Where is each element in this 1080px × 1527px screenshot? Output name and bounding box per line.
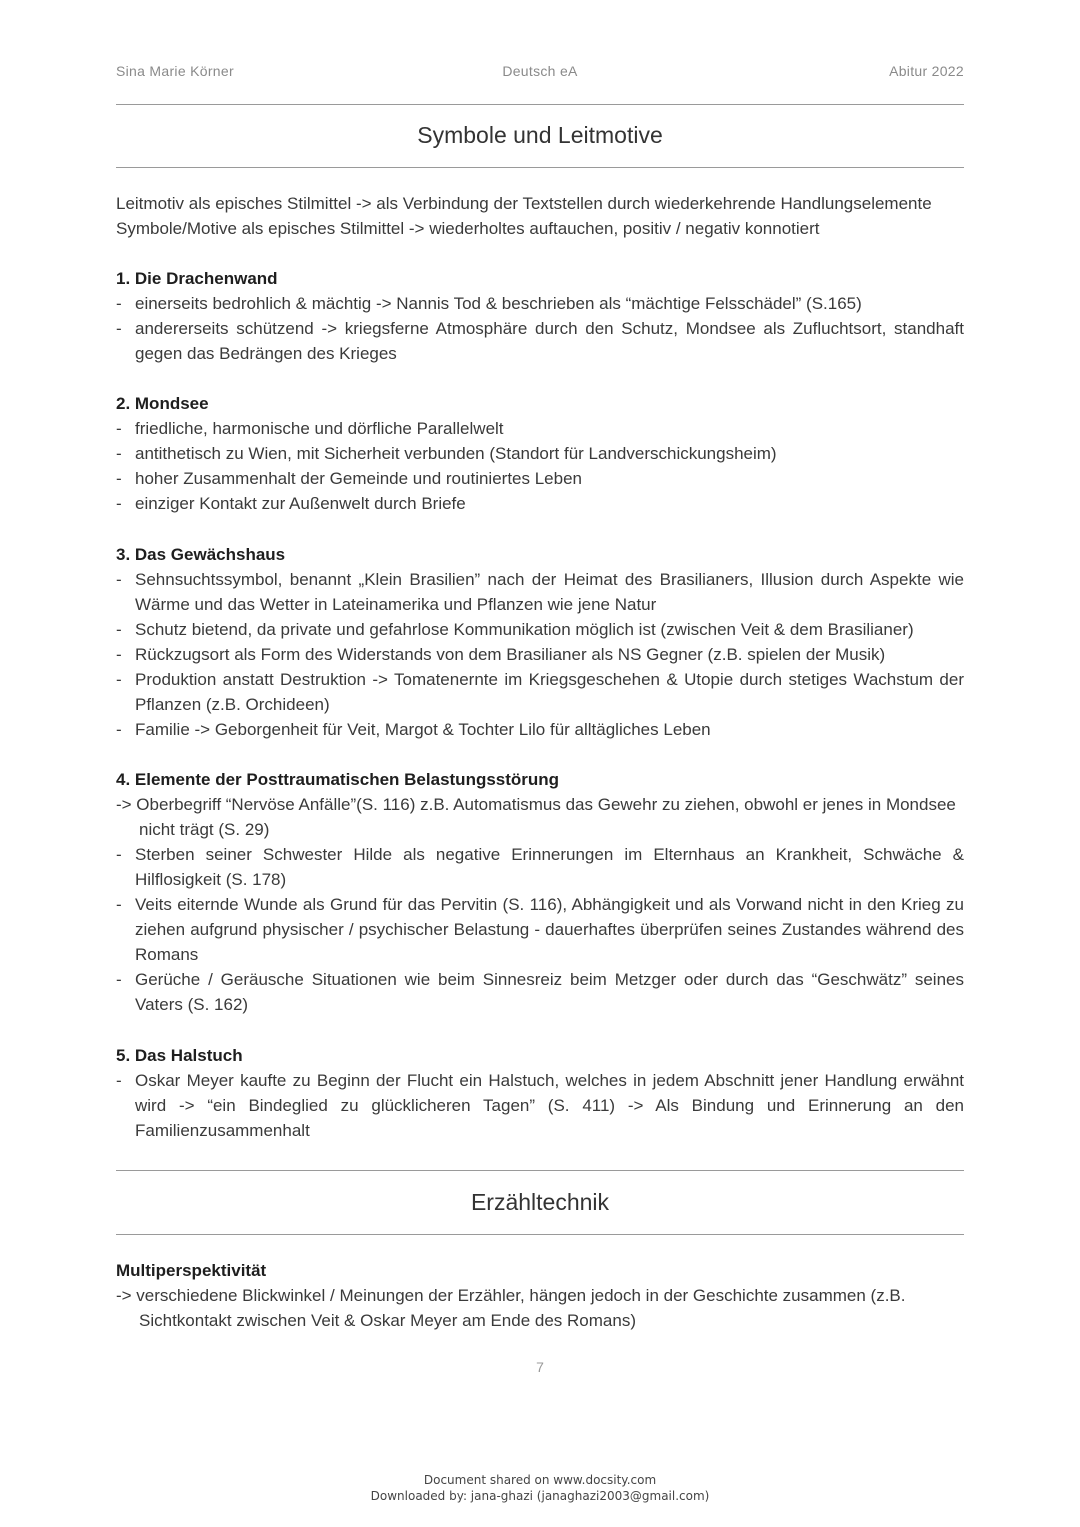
list-item: - Rückzugsort als Form des Widerstands von dem Brasilianer als NS Gegner (z.B. spielen der Musik) xyxy=(116,642,964,667)
topic-ptbs xyxy=(116,767,964,1017)
divider xyxy=(116,104,964,105)
download-footer xyxy=(0,1472,1080,1504)
list-item: - einziger Kontakt zur Außenwelt durch Briefe xyxy=(116,491,964,516)
topic-drachenwand xyxy=(116,266,964,366)
topic-heading: 5. Das Halstuch xyxy=(116,1046,243,1065)
topic-heading: 4. Elemente der Posttraumatischen Belastungsstörung xyxy=(116,770,560,789)
list-item: - Oskar Meyer kaufte zu Beginn der Flucht ein Halstuch, welches in jedem Abschnitt jener Handlung erwähnt wird -> “ein Bindeglied zu glücklicheren Tagen” (S. 411) -> Als Bindung und Erinnerung an den Familienzusammenhalt xyxy=(116,1068,964,1143)
list-item: - antithetisch zu Wien, mit Sicherheit verbunden (Standort für Landverschickungsheim) xyxy=(116,441,964,466)
list-item: - Sehnsuchtssymbol, benannt „Klein Brasilien” nach der Heimat des Brasilianers, Illusion durch Aspekte wie Wärme und das Wetter in Lateinamerika und Pflanzen wie jene Natur xyxy=(116,567,964,617)
header-course: Deutsch eA xyxy=(502,63,578,79)
list-item: - Schutz bietend, da private und gefahrlose Kommunikation möglich ist (zwischen Veit & dem Brasilianer) xyxy=(116,617,964,642)
list-item: - Sterben seiner Schwester Hilde als negative Erinnerungen im Elternhaus an Krankheit, Schwäche & Hilflosigkeit (S. 178) xyxy=(116,842,964,892)
footer-downloaded: Downloaded by: jana-ghazi (janaghazi2003@gmail.com) xyxy=(370,1489,710,1503)
topic-mondsee xyxy=(116,391,964,516)
topic-heading: 1. Die Drachenwand xyxy=(116,269,278,288)
topic-heading: Multiperspektivität xyxy=(116,1261,267,1280)
page-number: 7 xyxy=(536,1359,544,1375)
list-item: - Veits eiternde Wunde als Grund für das Pervitin (S. 116), Abhängigkeit und als Vorwand nicht in den Krieg zu ziehen aufgrund physischer / psychischer Belastung - dauerhaftes überprüfen seines Zustandes während des Romans xyxy=(116,892,964,967)
footer-shared: Document shared on www.docsity.com xyxy=(423,1473,657,1487)
list-item: - Familie -> Geborgenheit für Veit, Margot & Tochter Lilo für alltägliches Leben xyxy=(116,717,964,742)
arrow-item: -> Oberbegriff “Nervöse Anfälle”(S. 116) z.B. Automatismus das Gewehr zu ziehen, obwohl er jenes in Mondsee nicht trägt (S. 29) xyxy=(116,795,956,839)
list-item: - Gerüche / Geräusche Situationen wie beim Sinnesreiz beim Metzger oder durch das “Geschwätz” seines Vaters (S. 162) xyxy=(116,967,964,1017)
list-item: - hoher Zusammenhalt der Gemeinde und routiniertes Leben xyxy=(116,466,964,491)
list-item: - andererseits schützend -> kriegsferne Atmosphäre durch den Schutz, Mondsee als Zufluchtsort, standhaft gegen das Bedrängen des Krieges xyxy=(116,316,964,366)
header-exam: Abitur 2022 xyxy=(889,63,964,79)
list-item: - einerseits bedrohlich & mächtig -> Nannis Tod & beschrieben als “mächtige Felsschädel” (S.165) xyxy=(116,291,964,316)
divider xyxy=(116,167,964,168)
intro-line: Leitmotiv als episches Stilmittel -> als Verbindung der Textstellen durch wiederkehrende Handlungselemente xyxy=(116,194,932,213)
divider xyxy=(116,1170,964,1171)
topic-gewaechshaus xyxy=(116,542,964,742)
topic-heading: 3. Das Gewächshaus xyxy=(116,545,286,564)
topic-heading: 2. Mondsee xyxy=(116,394,209,413)
arrow-item: -> verschiedene Blickwinkel / Meinungen der Erzähler, hängen jedoch in der Geschichte zusammen (z.B. Sichtkontakt zwischen Veit & Oskar Meyer am Ende des Romans) xyxy=(116,1286,906,1330)
topic-multiperspektivitaet xyxy=(116,1258,964,1333)
list-item: - friedliche, harmonische und dörfliche Parallelwelt xyxy=(116,416,964,441)
intro-text xyxy=(116,191,964,241)
list-item: - Produktion anstatt Destruktion -> Tomatenernte im Kriegsgeschehen & Utopie durch stetiges Wachstum der Pflanzen (z.B. Orchideen) xyxy=(116,667,964,717)
header-author: Sina Marie Körner xyxy=(116,63,234,79)
section-title-symbole: Symbole und Leitmotive xyxy=(417,122,663,148)
intro-line: Symbole/Motive als episches Stilmittel -> wiederholtes auftauchen, positiv / negativ konnotiert xyxy=(116,219,820,238)
section-title-erzaehltechnik: Erzähltechnik xyxy=(470,1189,610,1215)
divider xyxy=(116,1234,964,1235)
page-header xyxy=(116,63,964,83)
topic-halstuch xyxy=(116,1043,964,1143)
